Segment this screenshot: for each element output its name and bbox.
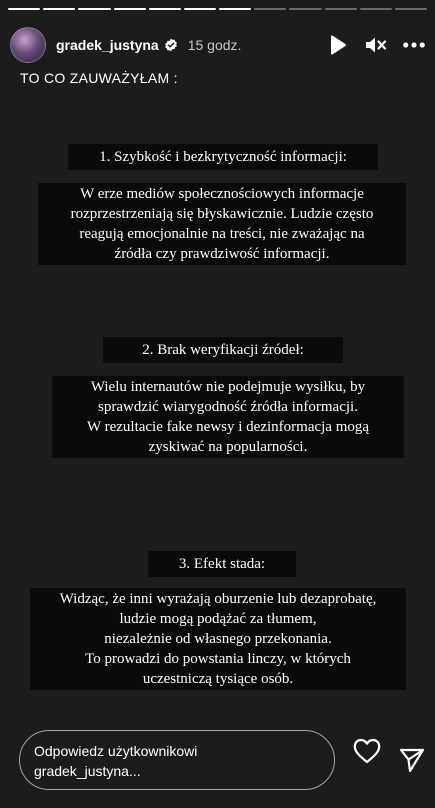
section-1-heading: 1. Szybkość i bezkrytyczność informacji: [68, 144, 378, 170]
progress-segment [395, 8, 427, 10]
progress-segment [289, 8, 321, 10]
section-3-heading: 3. Efekt stada: [148, 551, 296, 577]
progress-segment [43, 8, 75, 10]
progress-segment [149, 8, 181, 10]
progress-segment [325, 8, 357, 10]
progress-segment [114, 8, 146, 10]
avatar[interactable] [10, 27, 46, 63]
progress-segment [184, 8, 216, 10]
story-header [10, 26, 425, 64]
section-2-body: Wielu internautów nie podejmuje wysiłku, by sprawdzić wiarygodność źródła informacji. W rezultacie fake newsy i dezinformacja mogą zyskiwać na popularności. [52, 376, 404, 458]
post-time: 15 godz. [187, 37, 242, 53]
username[interactable]: gradek_justyna [56, 37, 159, 53]
reply-input[interactable]: Odpowiedz użytkownikowi gradek_justyna... [19, 730, 335, 790]
progress-segment [219, 8, 251, 10]
story-title: TO CO ZAUWAŻYŁAM : [20, 70, 178, 86]
section-2-heading: 2. Brak weryfikacji źródeł: [103, 337, 343, 363]
mute-icon[interactable] [365, 34, 387, 56]
more-icon[interactable] [403, 34, 425, 56]
heart-icon[interactable] [353, 738, 381, 764]
verified-badge-icon [164, 38, 178, 52]
section-1-body: W erze mediów społecznościowych informacje rozprzestrzeniają się błyskawicznie. Ludzie często reagują emocjonalnie na treści, nie zważając na źródła czy prawdziwość informacji. [38, 183, 406, 265]
progress-segment [8, 8, 40, 10]
play-icon[interactable] [327, 34, 349, 56]
story-progress-bar [8, 8, 427, 10]
progress-segment [360, 8, 392, 10]
section-3-body: Widząc, że inni wyrażają oburzenie lub dezaprobatę, ludzie mogą podążać za tłumem, niezależnie od własnego przekonania. To prowadzi do powstania linczy, w których uczestniczą tysiące osób. [30, 588, 406, 690]
progress-segment [78, 8, 110, 10]
progress-segment [254, 8, 286, 10]
send-icon[interactable] [399, 747, 425, 773]
